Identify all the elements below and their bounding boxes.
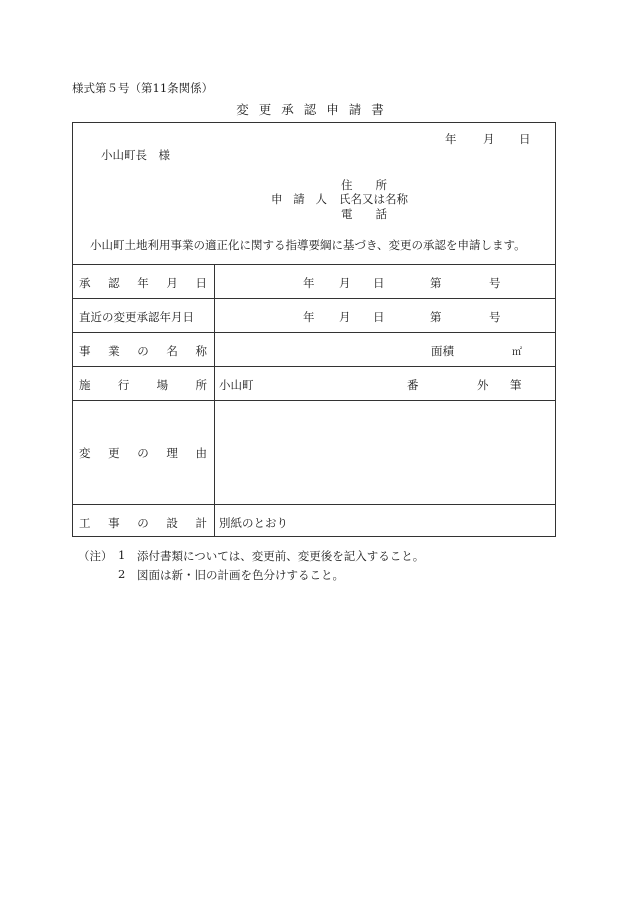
recent-year: 年 (303, 310, 315, 324)
reason-label: 変 更 の 理 由 (79, 446, 207, 460)
approval-go: 号 (489, 276, 501, 290)
form-box (72, 122, 556, 537)
name-label: 氏名又は名称 (339, 192, 408, 206)
form-number-label: 様式第５号（第11条関係） (72, 81, 214, 95)
column-divider (214, 265, 215, 536)
area-unit: ㎡ (512, 347, 522, 358)
note-2-text: 図面は新・旧の計画を色分けすること。 (137, 568, 344, 582)
form-title: 変更承認申請書 (236, 102, 394, 117)
approval-date-label: 承 認 年 月 日 (79, 276, 207, 290)
row-divider (73, 332, 555, 333)
note-1-number: 1 (118, 548, 126, 562)
design-label: 工 事 の 設 計 (79, 516, 207, 530)
date-year: 年 (445, 132, 457, 146)
note-2-number: 2 (118, 567, 126, 581)
address-label: 住 所 (341, 178, 387, 192)
row-divider (73, 366, 555, 367)
recent-dai: 第 (430, 310, 442, 324)
application-statement: 小山町土地利用事業の適正化に関する指導要綱に基づき、変更の承認を申請します。 (90, 238, 526, 252)
location-label: 施 行 場 所 (79, 378, 207, 392)
notes-prefix: （注） (78, 549, 113, 563)
row-divider (73, 504, 555, 505)
approval-dai: 第 (430, 276, 442, 290)
recent-approval-label: 直近の変更承認年月日 (79, 310, 194, 324)
row-divider (73, 298, 555, 299)
recent-month: 月 (339, 310, 351, 324)
approval-year: 年 (303, 276, 315, 290)
location-ban: 番 (407, 378, 419, 392)
approval-month: 月 (339, 276, 351, 290)
applicant-label: 申 請 人 (271, 192, 327, 206)
date-month: 月 (483, 132, 495, 146)
addressee: 小山町長 様 (101, 148, 170, 162)
location-gai: 外 (477, 378, 489, 392)
design-value: 別紙のとおり (219, 516, 288, 530)
table-top-line (73, 264, 555, 265)
project-name-label: 事 業 の 名 称 (79, 344, 207, 358)
location-hitsu: 筆 (510, 378, 522, 392)
note-1-text: 添付書類については、変更前、変更後を記入すること。 (137, 549, 425, 563)
phone-label: 電 話 (341, 207, 387, 221)
date-day: 日 (519, 132, 531, 146)
approval-day: 日 (373, 276, 385, 290)
row-divider (73, 400, 555, 401)
recent-day: 日 (373, 310, 385, 324)
area-label: 面積 (431, 344, 454, 358)
recent-go: 号 (489, 310, 501, 324)
location-town: 小山町 (219, 378, 254, 392)
